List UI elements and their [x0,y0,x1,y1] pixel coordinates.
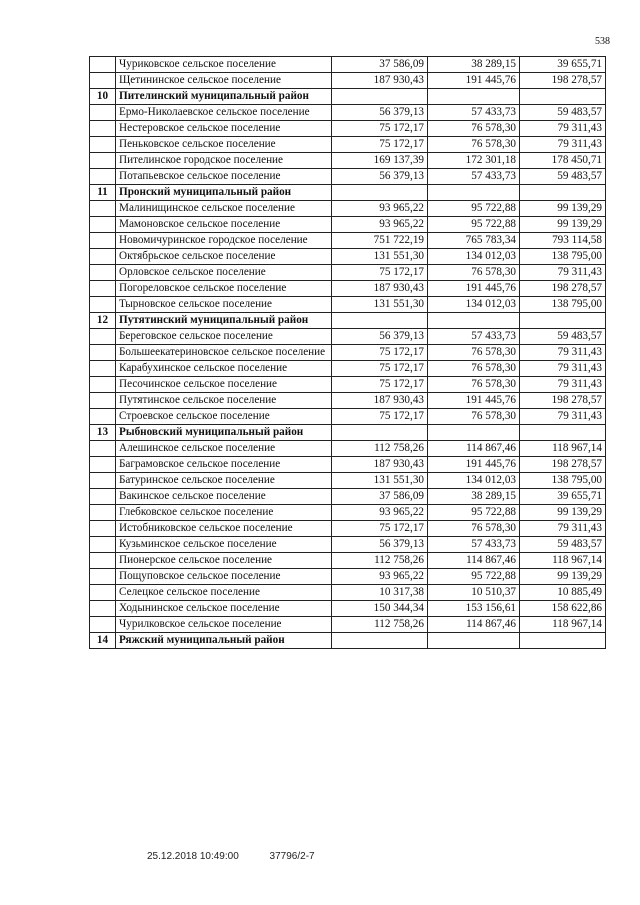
value-2020-cell: 765 783,34 [428,233,520,249]
district-row [90,89,606,105]
value-2021-cell: 79 311,43 [520,521,606,537]
value-2020-cell: 57 433,73 [428,537,520,553]
value-2020-cell [428,633,520,649]
table-row [90,73,606,89]
value-2020-cell: 76 578,30 [428,521,520,537]
value-2020-cell: 191 445,76 [428,281,520,297]
value-2019-cell: 56 379,13 [332,105,428,121]
value-2021-cell: 178 450,71 [520,153,606,169]
value-2021-cell [520,185,606,201]
value-2019-cell: 56 379,13 [332,537,428,553]
value-2021-cell: 198 278,57 [520,73,606,89]
settlement-name-cell: Карабухинское сельское поселение [116,361,332,377]
footer-doc-id: 37796/2-7 [269,851,315,862]
value-2019-cell [332,425,428,441]
table-row [90,265,606,281]
value-2020-cell: 76 578,30 [428,377,520,393]
value-2020-cell: 134 012,03 [428,249,520,265]
value-2019-cell: 75 172,17 [332,409,428,425]
value-2019-cell: 187 930,43 [332,281,428,297]
value-2021-cell: 198 278,57 [520,393,606,409]
table-row [90,409,606,425]
value-2019-cell: 75 172,17 [332,265,428,281]
value-2020-cell: 153 156,61 [428,601,520,617]
row-number-cell [90,409,116,425]
settlement-name-cell: Кузьминское сельское поселение [116,537,332,553]
value-2021-cell: 79 311,43 [520,121,606,137]
settlement-name-cell: Тырновское сельское поселение [116,297,332,313]
district-row [90,633,606,649]
row-number-cell [90,377,116,393]
value-2019-cell: 37 586,09 [332,57,428,73]
value-2021-cell: 138 795,00 [520,297,606,313]
value-2019-cell: 169 137,39 [332,153,428,169]
value-2021-cell: 118 967,14 [520,553,606,569]
table-row [90,345,606,361]
row-number-cell [90,345,116,361]
table-row [90,441,606,457]
row-number-cell [90,121,116,137]
settlement-name-cell: Строевское сельское поселение [116,409,332,425]
value-2019-cell: 187 930,43 [332,457,428,473]
table-row [90,105,606,121]
table-row [90,217,606,233]
settlement-name-cell: Батуринское сельское поселение [116,473,332,489]
value-2020-cell: 57 433,73 [428,329,520,345]
value-2021-cell: 99 139,29 [520,569,606,585]
value-2021-cell: 39 655,71 [520,57,606,73]
value-2020-cell: 10 510,37 [428,585,520,601]
value-2021-cell: 118 967,14 [520,441,606,457]
table-row [90,473,606,489]
value-2021-cell: 59 483,57 [520,105,606,121]
row-number-cell [90,441,116,457]
table-row [90,201,606,217]
value-2019-cell: 150 344,34 [332,601,428,617]
settlement-name-cell: Погореловское сельское поселение [116,281,332,297]
table-row [90,393,606,409]
row-number-cell [90,217,116,233]
table-row [90,537,606,553]
district-row [90,185,606,201]
value-2020-cell: 76 578,30 [428,121,520,137]
table-row [90,569,606,585]
row-number-cell [90,489,116,505]
settlement-name-cell: Чурилковское сельское поселение [116,617,332,633]
table-row [90,297,606,313]
row-number-cell [90,569,116,585]
value-2020-cell: 76 578,30 [428,137,520,153]
table-row [90,121,606,137]
value-2020-cell: 95 722,88 [428,569,520,585]
settlement-name-cell: Мамоновское сельское поселение [116,217,332,233]
value-2020-cell: 57 433,73 [428,105,520,121]
value-2021-cell: 59 483,57 [520,169,606,185]
value-2020-cell: 134 012,03 [428,473,520,489]
row-number-cell [90,169,116,185]
value-2020-cell: 191 445,76 [428,73,520,89]
value-2019-cell [332,633,428,649]
value-2019-cell: 93 965,22 [332,217,428,233]
settlement-name-cell: Пеньковское сельское поселение [116,137,332,153]
district-name-cell: Пронский муниципальный район [116,185,332,201]
row-number-cell [90,57,116,73]
row-number-cell [90,361,116,377]
row-number-cell [90,233,116,249]
value-2021-cell: 99 139,29 [520,201,606,217]
table-row [90,281,606,297]
budget-table [89,56,606,649]
table-row [90,233,606,249]
value-2019-cell [332,185,428,201]
table-row [90,585,606,601]
value-2021-cell: 138 795,00 [520,249,606,265]
table-row [90,521,606,537]
row-number-cell [90,393,116,409]
value-2021-cell: 79 311,43 [520,361,606,377]
row-number-cell: 13 [90,425,116,441]
value-2021-cell: 99 139,29 [520,217,606,233]
value-2021-cell: 10 885,49 [520,585,606,601]
table-row [90,553,606,569]
table-row [90,617,606,633]
row-number-cell: 14 [90,633,116,649]
value-2019-cell [332,313,428,329]
value-2021-cell: 79 311,43 [520,377,606,393]
row-number-cell [90,521,116,537]
value-2019-cell: 75 172,17 [332,121,428,137]
footer [147,851,315,862]
value-2019-cell: 751 722,19 [332,233,428,249]
table-row [90,329,606,345]
row-number-cell [90,281,116,297]
table-row [90,153,606,169]
value-2020-cell: 76 578,30 [428,409,520,425]
value-2020-cell [428,425,520,441]
settlement-name-cell: Ходынинское сельское поселение [116,601,332,617]
row-number-cell [90,105,116,121]
value-2019-cell: 75 172,17 [332,345,428,361]
value-2021-cell: 79 311,43 [520,345,606,361]
value-2021-cell: 158 622,86 [520,601,606,617]
settlement-name-cell: Пионерское сельское поселение [116,553,332,569]
value-2019-cell: 187 930,43 [332,393,428,409]
settlement-name-cell: Ермо-Николаевское сельское поселение [116,105,332,121]
settlement-name-cell: Селецкое сельское поселение [116,585,332,601]
value-2020-cell: 172 301,18 [428,153,520,169]
value-2020-cell [428,185,520,201]
table-row [90,377,606,393]
value-2020-cell: 76 578,30 [428,265,520,281]
value-2021-cell: 198 278,57 [520,457,606,473]
value-2021-cell: 198 278,57 [520,281,606,297]
table-row [90,249,606,265]
value-2019-cell: 131 551,30 [332,297,428,313]
value-2021-cell [520,313,606,329]
table-row [90,505,606,521]
value-2021-cell: 39 655,71 [520,489,606,505]
value-2019-cell: 10 317,38 [332,585,428,601]
settlement-name-cell: Вакинское сельское поселение [116,489,332,505]
row-number-cell [90,617,116,633]
value-2019-cell: 75 172,17 [332,521,428,537]
table-body [90,57,606,649]
value-2020-cell: 38 289,15 [428,489,520,505]
value-2021-cell [520,633,606,649]
table-row [90,361,606,377]
value-2020-cell: 114 867,46 [428,617,520,633]
value-2021-cell: 138 795,00 [520,473,606,489]
row-number-cell: 11 [90,185,116,201]
value-2021-cell: 118 967,14 [520,617,606,633]
value-2021-cell [520,89,606,105]
row-number-cell [90,505,116,521]
value-2019-cell: 112 758,26 [332,617,428,633]
value-2019-cell: 131 551,30 [332,473,428,489]
district-row [90,313,606,329]
district-name-cell: Ряжский муниципальный район [116,633,332,649]
settlement-name-cell: Баграмовское сельское поселение [116,457,332,473]
settlement-name-cell: Щетининское сельское поселение [116,73,332,89]
settlement-name-cell: Орловское сельское поселение [116,265,332,281]
value-2021-cell: 59 483,57 [520,537,606,553]
table-row [90,137,606,153]
settlement-name-cell: Потапьевское сельское поселение [116,169,332,185]
row-number-cell [90,201,116,217]
value-2021-cell: 79 311,43 [520,137,606,153]
district-name-cell: Пителинский муниципальный район [116,89,332,105]
settlement-name-cell: Береговское сельское поселение [116,329,332,345]
value-2020-cell: 134 012,03 [428,297,520,313]
footer-timestamp: 25.12.2018 10:49:00 [147,851,239,862]
row-number-cell [90,73,116,89]
value-2021-cell [520,425,606,441]
value-2019-cell: 93 965,22 [332,505,428,521]
row-number-cell [90,601,116,617]
table-row [90,601,606,617]
row-number-cell [90,473,116,489]
row-number-cell [90,137,116,153]
value-2019-cell [332,89,428,105]
row-number-cell: 10 [90,89,116,105]
district-name-cell: Рыбновский муниципальный район [116,425,332,441]
settlement-name-cell: Истобниковское сельское поселение [116,521,332,537]
settlement-name-cell: Глебковское сельское поселение [116,505,332,521]
row-number-cell [90,537,116,553]
row-number-cell [90,553,116,569]
value-2020-cell: 114 867,46 [428,441,520,457]
value-2020-cell: 95 722,88 [428,201,520,217]
value-2020-cell: 38 289,15 [428,57,520,73]
settlement-name-cell: Новомичуринское городское поселение [116,233,332,249]
settlement-name-cell: Октябрьское сельское поселение [116,249,332,265]
row-number-cell [90,249,116,265]
row-number-cell [90,297,116,313]
value-2021-cell: 99 139,29 [520,505,606,521]
value-2020-cell: 95 722,88 [428,505,520,521]
table-row [90,57,606,73]
settlement-name-cell: Пителинское городское поселение [116,153,332,169]
district-row [90,425,606,441]
value-2020-cell [428,89,520,105]
value-2019-cell: 93 965,22 [332,569,428,585]
row-number-cell [90,585,116,601]
page-number: 538 [595,36,610,47]
value-2020-cell: 191 445,76 [428,457,520,473]
value-2019-cell: 93 965,22 [332,201,428,217]
value-2021-cell: 79 311,43 [520,409,606,425]
settlement-name-cell: Большеекатериновское сельское поселение [116,345,332,361]
value-2020-cell: 57 433,73 [428,169,520,185]
row-number-cell [90,265,116,281]
value-2021-cell: 793 114,58 [520,233,606,249]
table-row [90,489,606,505]
row-number-cell [90,457,116,473]
value-2019-cell: 56 379,13 [332,169,428,185]
table-row [90,169,606,185]
value-2020-cell: 76 578,30 [428,361,520,377]
value-2019-cell: 131 551,30 [332,249,428,265]
row-number-cell [90,153,116,169]
value-2019-cell: 56 379,13 [332,329,428,345]
table-row [90,457,606,473]
value-2019-cell: 37 586,09 [332,489,428,505]
value-2019-cell: 75 172,17 [332,361,428,377]
settlement-name-cell: Алешинское сельское поселение [116,441,332,457]
value-2020-cell: 95 722,88 [428,217,520,233]
settlement-name-cell: Песочинское сельское поселение [116,377,332,393]
value-2019-cell: 112 758,26 [332,441,428,457]
value-2020-cell: 191 445,76 [428,393,520,409]
value-2020-cell [428,313,520,329]
district-name-cell: Путятинский муниципальный район [116,313,332,329]
settlement-name-cell: Путятинское сельское поселение [116,393,332,409]
value-2021-cell: 59 483,57 [520,329,606,345]
value-2019-cell: 112 758,26 [332,553,428,569]
value-2021-cell: 79 311,43 [520,265,606,281]
settlement-name-cell: Нестеровское сельское поселение [116,121,332,137]
settlement-name-cell: Малинищинское сельское поселение [116,201,332,217]
value-2019-cell: 187 930,43 [332,73,428,89]
value-2019-cell: 75 172,17 [332,137,428,153]
row-number-cell: 12 [90,313,116,329]
value-2020-cell: 114 867,46 [428,553,520,569]
settlement-name-cell: Пощуповское сельское поселение [116,569,332,585]
settlement-name-cell: Чуриковское сельское поселение [116,57,332,73]
row-number-cell [90,329,116,345]
value-2019-cell: 75 172,17 [332,377,428,393]
value-2020-cell: 76 578,30 [428,345,520,361]
